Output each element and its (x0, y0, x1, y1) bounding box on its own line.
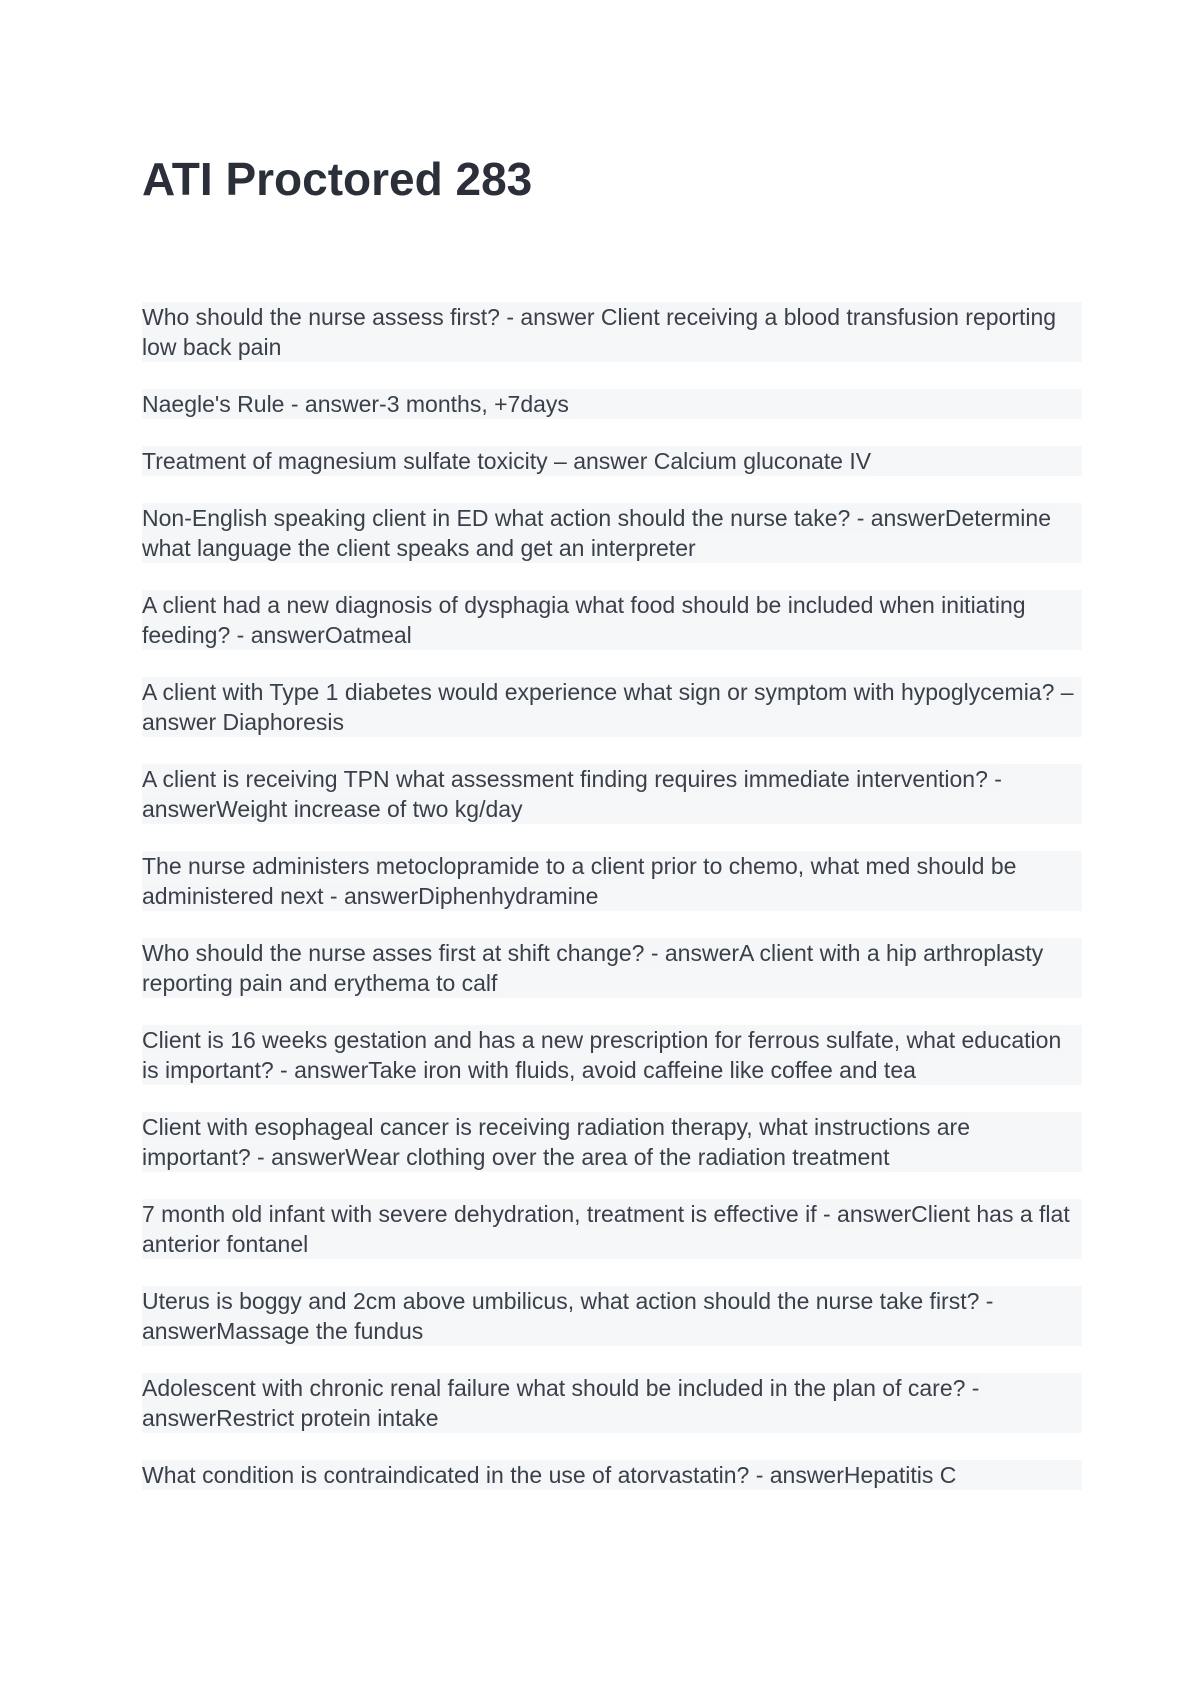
qa-item (142, 1373, 1082, 1433)
qa-text: What condition is contraindicated in the use of atorvastatin? - answerHepatitis C (142, 1462, 957, 1488)
qa-text: A client is receiving TPN what assessment finding requires immediate intervention? - answerWeight increase of two kg/day (142, 766, 1002, 822)
qa-item (142, 764, 1082, 824)
qa-text: Client with esophageal cancer is receiving radiation therapy, what instructions are important? - answerWear clothing over the area of the radiation treatment (142, 1114, 971, 1170)
qa-text: Client is 16 weeks gestation and has a new prescription for ferrous sulfate, what education is important? - answerTake iron with fluids, avoid caffeine like coffee and tea (142, 1027, 1062, 1083)
qa-text: A client with Type 1 diabetes would experience what sign or symptom with hypoglycemia? – answer Diaphoresis (142, 679, 1074, 735)
qa-item (142, 1112, 1082, 1172)
qa-item (142, 851, 1082, 911)
qa-list (142, 302, 1082, 1517)
qa-item (142, 503, 1082, 563)
qa-item (142, 590, 1082, 650)
document-title: ATI Proctored 283 (142, 153, 533, 205)
qa-text: Naegle's Rule - answer-3 months, +7days (142, 391, 569, 417)
qa-text: Uterus is boggy and 2cm above umbilicus, what action should the nurse take first? - answerMassage the fundus (142, 1288, 994, 1344)
qa-item (142, 389, 1082, 419)
qa-text: Non-English speaking client in ED what action should the nurse take? - answerDetermine what language the client speaks and get an interpreter (142, 505, 1051, 561)
qa-item (142, 938, 1082, 998)
qa-text: Who should the nurse asses first at shift change? - answerA client with a hip arthroplasty reporting pain and erythema to calf (142, 940, 1044, 996)
qa-text: Adolescent with chronic renal failure what should be included in the plan of care? - answerRestrict protein intake (142, 1375, 980, 1431)
qa-item (142, 1460, 1082, 1490)
qa-item (142, 1199, 1082, 1259)
qa-item (142, 1286, 1082, 1346)
qa-text: The nurse administers metoclopramide to a client prior to chemo, what med should be administered next - answerDiphenhydramine (142, 853, 1017, 909)
qa-text: 7 month old infant with severe dehydration, treatment is effective if - answerClient has a flat anterior fontanel (142, 1201, 1070, 1257)
qa-item (142, 1025, 1082, 1085)
qa-item (142, 446, 1082, 476)
qa-text: A client had a new diagnosis of dysphagia what food should be included when initiating feeding? - answerOatmeal (142, 592, 1026, 648)
qa-item (142, 302, 1082, 362)
qa-text: Who should the nurse assess first? - answer Client receiving a blood transfusion reporting low back pain (142, 304, 1057, 360)
qa-text: Treatment of magnesium sulfate toxicity – answer Calcium gluconate IV (142, 448, 872, 474)
qa-item (142, 677, 1082, 737)
